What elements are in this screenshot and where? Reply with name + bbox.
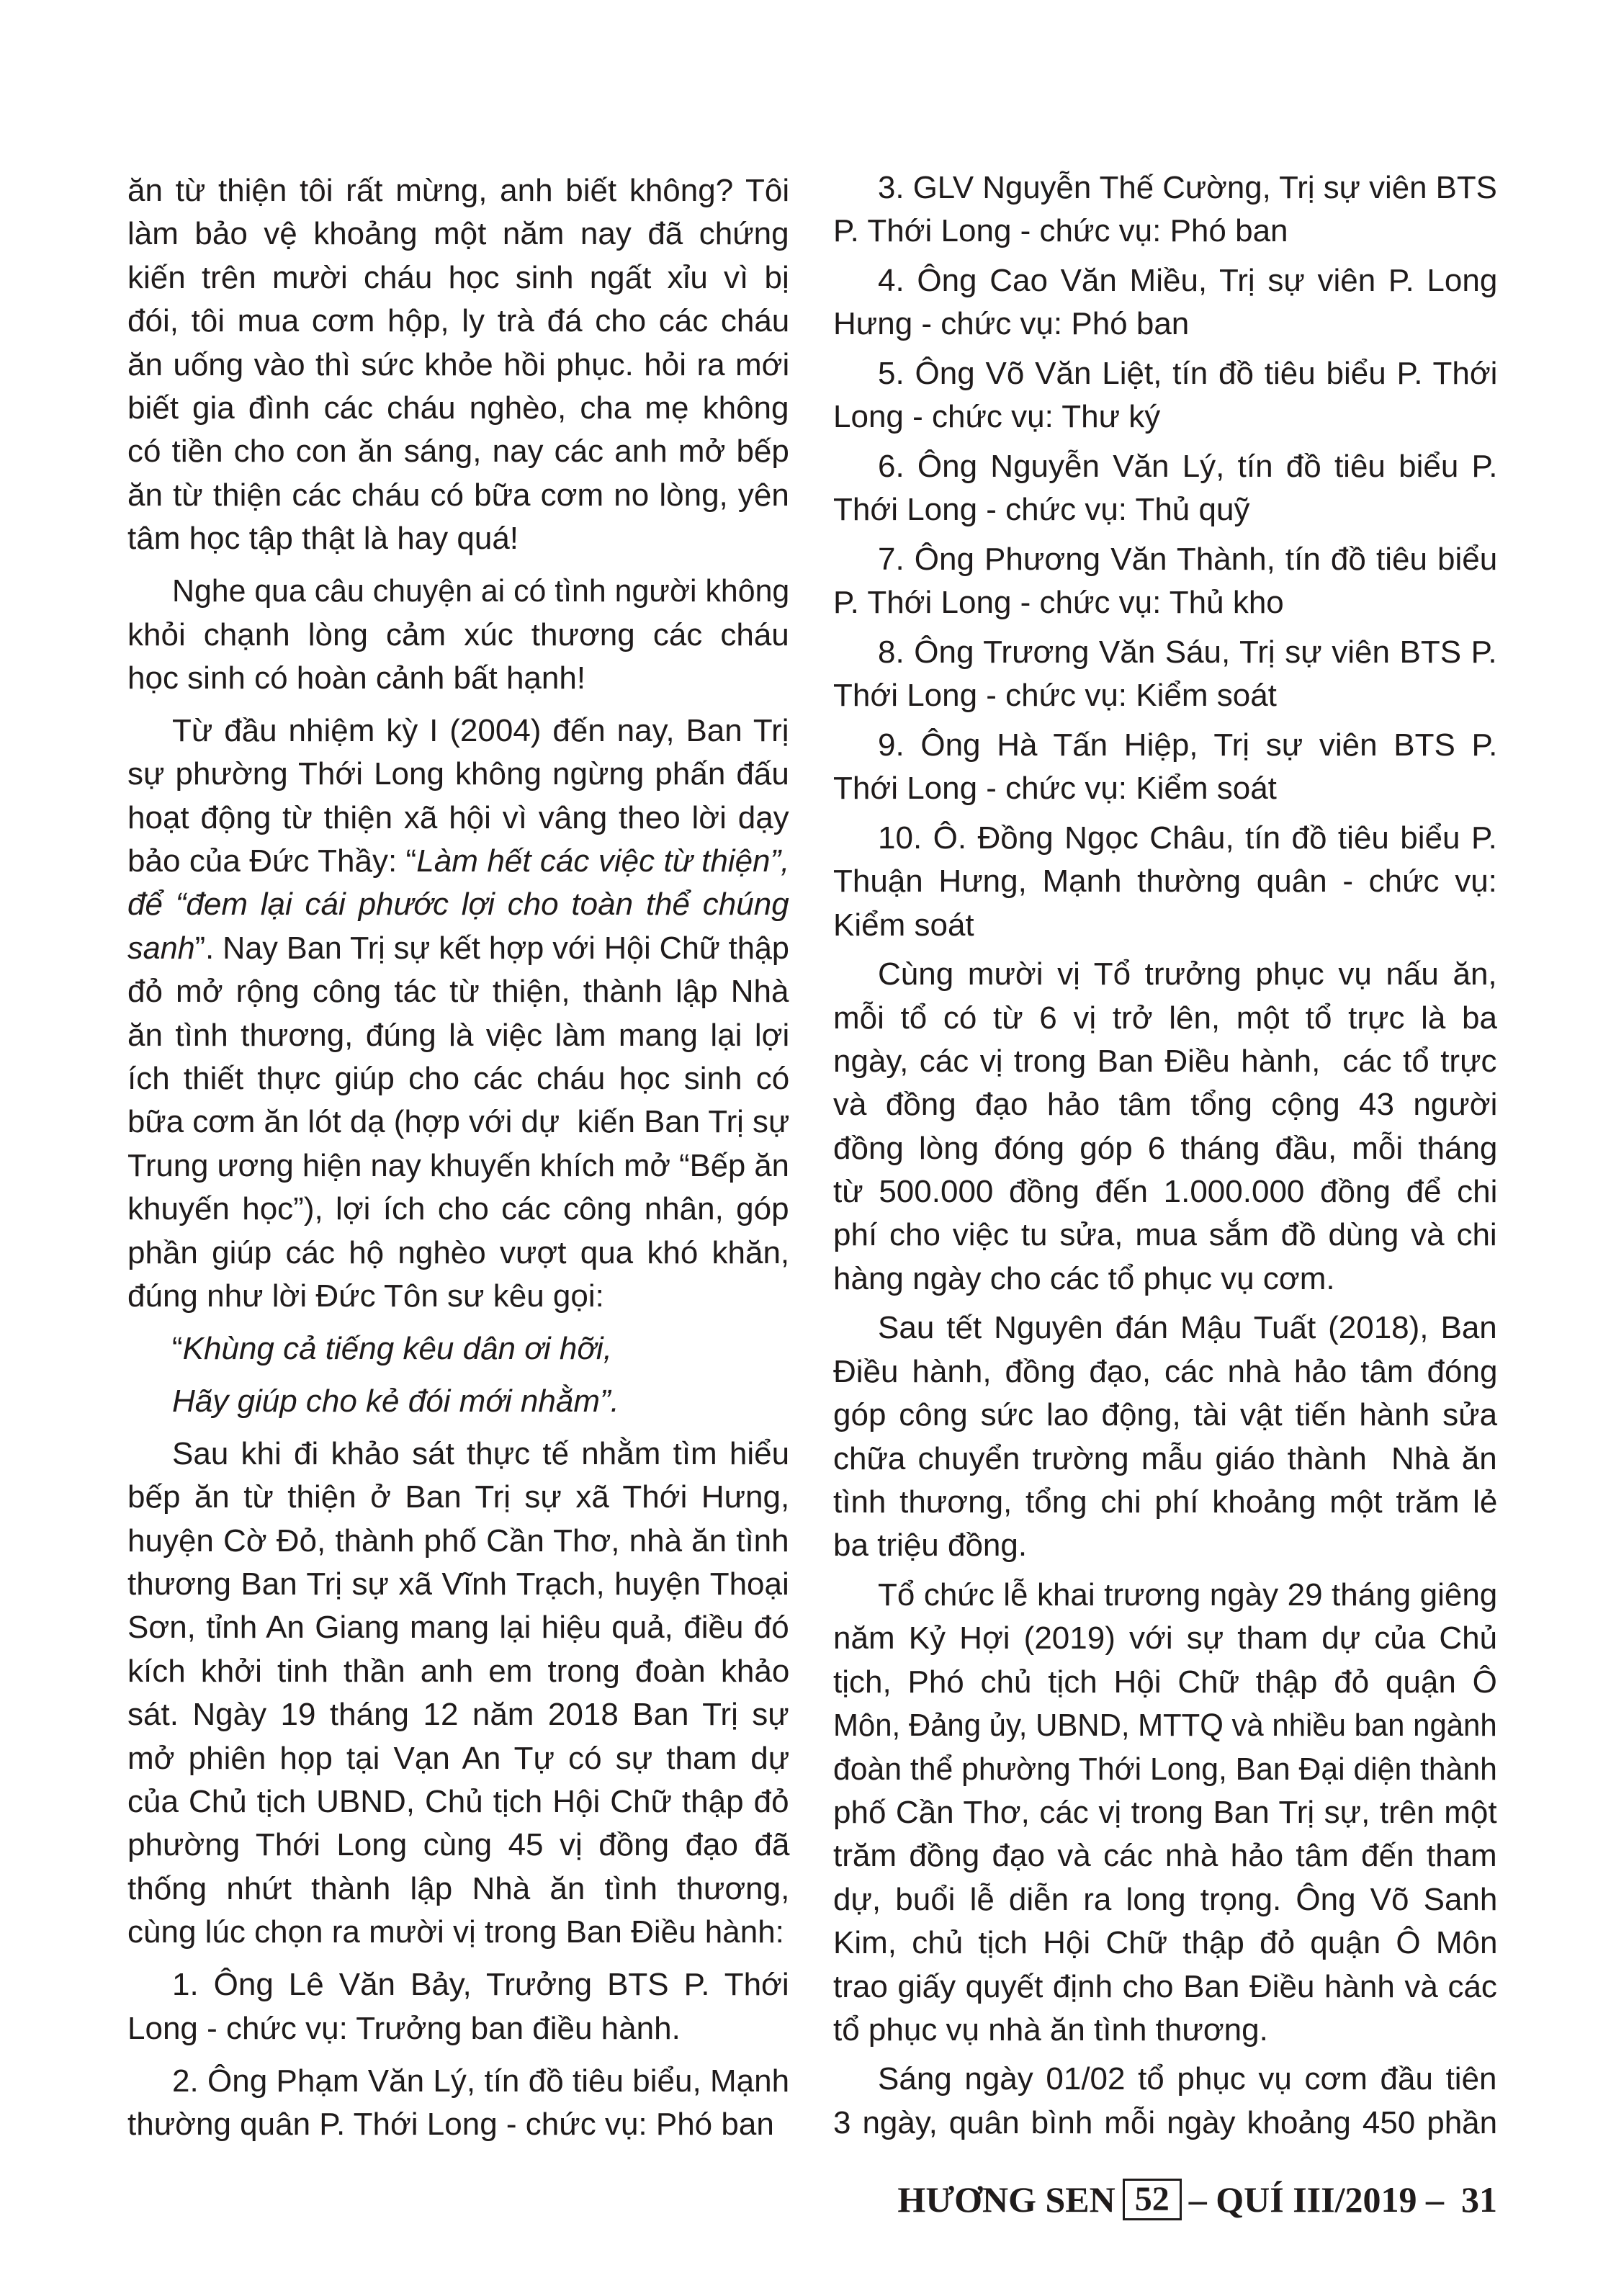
line-text: biết gia đình các cháu nghèo, cha mẹ không <box>127 390 789 426</box>
line-text: khỏi chạnh lòng cảm xúc thương các cháu <box>127 616 789 653</box>
line-text: 6. Ông Nguyễn Văn Lý, tín đồ tiêu biểu P. <box>878 448 1498 484</box>
text-line <box>833 210 1497 253</box>
line-text <box>172 1380 619 1423</box>
line-text: sát. Ngày 19 tháng 12 năm 2018 Ban Trị sự <box>127 1697 789 1733</box>
line-text: 4. Ông Cao Văn Miều, Trị sự viên P. Long <box>878 262 1498 298</box>
line-text: Cùng mười vị Tổ trưởng phục vụ nấu ăn, <box>878 956 1497 992</box>
text-line <box>127 709 789 753</box>
line-text: 3 ngày, quân bình mỗi ngày khoảng 450 phần <box>833 2104 1498 2140</box>
text-line <box>833 302 1497 346</box>
paragraph <box>833 724 1497 811</box>
line-text: Thới Long - chức vụ: Thủ quỹ <box>833 492 1250 528</box>
text-line <box>833 352 1497 395</box>
line-text: bếp ăn từ thiện ở Ban Trị sự xã Thới Hưng, <box>127 1479 790 1515</box>
line-text: Kim, chủ tịch Hội Chữ thập đỏ quận Ô Môn <box>833 1925 1498 1961</box>
text-line <box>833 2102 1497 2145</box>
text-line <box>833 1748 1497 1791</box>
text-line <box>833 1083 1497 1126</box>
text-line <box>127 570 789 613</box>
line-text: tâm học tập thật là hay quá! <box>127 521 519 557</box>
text-line <box>127 840 789 883</box>
line-text: có tiền cho con ăn sáng, nay các anh mở bếp <box>127 434 789 470</box>
line-text: ăn từ thiện các cháu có bữa cơm no lòng, yên <box>127 477 789 513</box>
line-text: 9. Ông Hà Tấn Hiệp, Trị sự viên BTS P. <box>878 727 1498 763</box>
text-line <box>833 1524 1497 1567</box>
line-text: phường Thới Long cùng 45 vị đồng đạo đã <box>127 1827 790 1863</box>
text-line <box>833 445 1497 488</box>
line-text: và đồng đạo hảo tâm tổng cộng 43 người <box>833 1087 1498 1123</box>
text-line <box>127 1963 789 2006</box>
line-text: Trung ương hiện nay khuyến khích mở “Bếp ăn <box>127 1147 789 1183</box>
magazine-title: HƯƠNG SEN <box>897 2179 1116 2220</box>
text-line <box>127 1911 789 1954</box>
paragraph <box>127 709 789 1318</box>
italic-text: để “đem lại cái phước lợi cho toàn thể chúng <box>127 887 789 923</box>
text-line <box>833 395 1497 439</box>
text-line <box>127 1188 789 1231</box>
text-line <box>127 753 789 796</box>
line-text <box>172 1327 612 1371</box>
line-text: Sáng ngày 01/02 tổ phục vụ cơm đầu tiên <box>878 2061 1497 2097</box>
text-line <box>127 517 789 560</box>
line-text: 2. Ông Phạm Văn Lý, tín đồ tiêu biểu, Mạnh <box>172 2063 790 2099</box>
line-text: tình thương, tổng chi phí khoảng một trăm lẻ <box>833 1484 1498 1520</box>
line-text: của Chủ tịch UBND, Chủ tịch Hội Chữ thập đỏ <box>127 1784 789 1820</box>
line-text: mỗi tổ có từ 6 vị trở lên, một tổ trực là ba <box>833 1000 1497 1036</box>
line-text: Kiểm soát <box>833 907 974 943</box>
text-line <box>127 1780 789 1824</box>
paragraph <box>127 1380 789 1423</box>
paragraph <box>127 570 789 700</box>
line-text: kiến trên mười cháu học sinh ngất xỉu vì bị <box>127 259 789 295</box>
line-text: Thuận Hưng, Mạnh thường quân - chức vụ: <box>833 864 1497 900</box>
line-text: kích khởi tinh thần anh em trong đoàn khảo <box>127 1653 790 1689</box>
line-text: làm bảo vệ khoảng một năm nay đã chứng <box>127 216 789 252</box>
paragraph <box>127 2060 789 2147</box>
text-line <box>833 997 1497 1040</box>
line-text: ăn từ thiện tôi rất mừng, anh biết không? Tôi <box>127 173 790 208</box>
text-line <box>833 1350 1497 1394</box>
italic-text: Hãy giúp cho kẻ đói mới nhằm”. <box>172 1383 619 1419</box>
line-text: Từ đầu nhiệm kỳ I (2004) đến nay, Ban Trị <box>172 712 789 748</box>
paragraph <box>127 1963 789 2050</box>
text-line <box>127 169 789 212</box>
line-text: sự phường Thới Long không ngừng phấn đấu <box>127 756 789 792</box>
line-text <box>127 927 789 970</box>
line-text: thương Ban Trị sự xã Vĩnh Trạch, huyện Thoại <box>127 1566 789 1602</box>
text-line <box>833 1921 1497 1965</box>
line-text: huyện Cờ Đỏ, thành phố Cần Thơ, nhà ăn tình <box>127 1523 789 1559</box>
text-line <box>127 256 789 300</box>
text-line <box>833 2009 1497 2052</box>
paragraph <box>833 631 1497 718</box>
paragraph <box>833 2058 1497 2145</box>
text-line <box>833 1040 1497 1083</box>
line-text: ích thiết thực giúp cho các cháu học sinh có <box>127 1061 790 1096</box>
text-line <box>833 1617 1497 1660</box>
text-line <box>833 1438 1497 1481</box>
text-line <box>833 1878 1497 1921</box>
page-number: 31 <box>1461 2179 1497 2220</box>
line-text: thống nhứt thành lập Nhà ăn tình thương, <box>127 1870 790 1906</box>
text-line <box>127 2103 789 2146</box>
text-line <box>127 344 789 387</box>
line-text: phần giúp các hộ nghèo vượt qua khó khăn, <box>127 1234 790 1270</box>
text-line <box>127 300 789 343</box>
line-text: 1. Ông Lê Văn Bảy, Trưởng BTS P. Thới <box>172 1967 789 2003</box>
line-text: đồng lòng đóng góp 6 tháng đầu, mỗi tháng <box>833 1130 1498 1166</box>
paragraph <box>127 1432 789 1955</box>
paragraph <box>833 352 1497 439</box>
line-text: hàng ngày cho các tổ phục vụ cơm. <box>833 1260 1335 1296</box>
text-segment: bảo của Đức Thầy: “ <box>127 843 417 879</box>
line-text: phố Cần Thơ, các vị trong Ban Trị sự, trên một <box>833 1794 1497 1830</box>
text-line <box>833 904 1497 947</box>
text-line <box>833 581 1497 624</box>
text-line <box>833 259 1497 302</box>
paragraph <box>833 538 1497 625</box>
line-text: 8. Ông Trương Văn Sáu, Trị sự viên BTS P. <box>878 634 1497 670</box>
text-line <box>833 1306 1497 1350</box>
line-text: Tổ chức lễ khai trương ngày 29 tháng giêng <box>878 1577 1498 1613</box>
line-text: năm Kỷ Hợi (2019) với sự tham dự của Chủ <box>833 1620 1498 1656</box>
paragraph <box>127 169 789 561</box>
text-line <box>833 1214 1497 1257</box>
line-text: Hưng - chức vụ: Phó ban <box>833 306 1190 342</box>
paragraph <box>833 1574 1497 2052</box>
text-line <box>833 1574 1497 1617</box>
text-segment: “ <box>172 1330 183 1366</box>
text-line <box>127 1327 789 1371</box>
text-line <box>127 1476 789 1519</box>
line-text: Nghe qua câu chuyện ai có tình người không <box>172 573 790 609</box>
line-text: Sơn, tỉnh An Giang mang lại hiệu quả, điều đó <box>127 1610 789 1646</box>
line-text: mở phiên họp tại Vạn An Tự có sự tham dự <box>127 1740 790 1776</box>
paragraph <box>833 259 1497 346</box>
text-line <box>127 1520 789 1563</box>
line-text: Sau khi đi khảo sát thực tế nhằm tìm hiểu <box>172 1435 790 1471</box>
text-line <box>833 1127 1497 1170</box>
text-line <box>833 488 1497 532</box>
text-line <box>127 1432 789 1476</box>
line-text: ba triệu đồng. <box>833 1528 1028 1564</box>
column-right <box>833 166 1497 2145</box>
line-text: đói, tôi mua cơm hộp, ly trà đá cho các cháu <box>127 303 790 339</box>
paragraph <box>833 817 1497 947</box>
text-line <box>127 430 789 473</box>
line-text: Sau tết Nguyên đán Mậu Tuất (2018), Ban <box>878 1310 1497 1346</box>
line-text: 7. Ông Phương Văn Thành, tín đồ tiêu biểu <box>878 541 1498 577</box>
line-text: chữa chuyển trường mẫu giáo thành Nhà ăn <box>833 1440 1497 1476</box>
line-text: P. Thới Long - chức vụ: Phó ban <box>833 213 1288 249</box>
text-line <box>833 1791 1497 1834</box>
line-text: hoạt động từ thiện xã hội vì vâng theo lời dạy <box>127 799 789 835</box>
text-line <box>127 1650 789 1693</box>
line-text: Môn, Đảng ủy, UBND, MTTQ và nhiều ban ngành <box>833 1708 1497 1744</box>
italic-text: Làm hết các việc từ thiện”, <box>416 843 790 879</box>
text-line <box>127 657 789 700</box>
text-line <box>833 860 1497 903</box>
text-line <box>833 724 1497 767</box>
line-text: thường quân P. Thới Long - chức vụ: Phó ban <box>127 2106 774 2142</box>
paragraph <box>833 445 1497 532</box>
text-line <box>833 2058 1497 2101</box>
text-line <box>127 970 789 1013</box>
text-line <box>833 166 1497 210</box>
issue-period: – QUÍ III/2019 – <box>1188 2179 1444 2220</box>
line-text: Điều hành, đồng đạo, các nhà hảo tâm đóng <box>833 1353 1498 1389</box>
line-text: cùng lúc chọn ra mười vị trong Ban Điều hành: <box>127 1914 784 1950</box>
text-line <box>127 1232 789 1275</box>
text-line <box>127 1100 789 1144</box>
text-line <box>127 1824 789 1867</box>
line-text: từ 500.000 đồng đến 1.000.000 đồng để chi <box>833 1174 1498 1210</box>
issue-number: 52 <box>1123 2179 1182 2220</box>
line-text <box>127 883 789 926</box>
line-text: học sinh có hoàn cảnh bất hạnh! <box>127 660 586 696</box>
text-line <box>127 1057 789 1100</box>
paragraph <box>127 1327 789 1371</box>
line-text: bữa cơm ăn lót dạ (hợp với dự kiến Ban Trị sự <box>127 1104 790 1140</box>
text-line <box>833 1170 1497 1214</box>
line-text: đúng như lời Đức Tôn sư kêu gọi: <box>127 1278 604 1314</box>
text-line <box>833 1394 1497 1437</box>
text-line <box>127 1014 789 1057</box>
text-line <box>127 1144 789 1188</box>
text-line <box>127 1606 789 1649</box>
text-line <box>127 474 789 517</box>
text-segment: ”. Nay Ban Trị sự kết hợp với Hội Chữ thập <box>194 930 789 966</box>
text-line <box>833 953 1497 996</box>
text-line <box>833 631 1497 674</box>
line-text: ăn uống vào thì sức khỏe hồi phục. hỏi ra mới <box>127 346 790 382</box>
text-line <box>833 1965 1497 2009</box>
line-text: Long - chức vụ: Trưởng ban điều hành. <box>127 2010 681 2046</box>
line-text: khuyến học”), lợi ích cho các công nhân, góp <box>127 1191 789 1227</box>
line-text: ăn tình thương, đúng là việc làm mang lại lợi <box>127 1017 790 1053</box>
text-line <box>127 1867 789 1911</box>
line-text: góp công sức lao động, tài vật tiến hành sửa <box>833 1397 1498 1433</box>
line-text: trăm đồng đạo và các nhà hảo tâm đến tham <box>833 1838 1497 1874</box>
line-text: tịch, Phó chủ tịch Hội Chữ thập đỏ quận Ô <box>833 1664 1497 1700</box>
text-line <box>127 1380 789 1423</box>
column-left <box>127 169 789 2146</box>
line-text: trao giấy quyết định cho Ban Điều hành và các <box>833 1968 1497 2004</box>
line-text: ngày, các vị trong Ban Điều hành, các tổ trực <box>833 1043 1497 1079</box>
text-line <box>127 797 789 840</box>
line-text: Thới Long - chức vụ: Kiểm soát <box>833 678 1277 714</box>
line-text: đoàn thể phường Thới Long, Ban Đại diện thành <box>833 1751 1497 1787</box>
line-text: 5. Ông Võ Văn Liệt, tín đồ tiêu biểu P. Thới <box>878 355 1498 391</box>
italic-text: sanh <box>127 930 195 966</box>
line-text: 10. Ô. Đồng Ngọc Châu, tín đồ tiêu biểu P. <box>878 820 1497 856</box>
text-line <box>127 2007 789 2050</box>
footer <box>897 2178 1497 2221</box>
text-line <box>127 1693 789 1736</box>
text-line <box>127 2060 789 2103</box>
text-line <box>833 1481 1497 1524</box>
text-line <box>833 674 1497 717</box>
text-line <box>833 538 1497 581</box>
text-line <box>127 387 789 430</box>
line-text: 3. GLV Nguyễn Thế Cường, Trị sự viên BTS <box>878 170 1497 205</box>
text-line <box>127 1563 789 1606</box>
italic-text: Khùng cả tiếng kêu dân ơi hỡi, <box>182 1330 612 1366</box>
line-text: P. Thới Long - chức vụ: Thủ kho <box>833 585 1284 621</box>
paragraph <box>833 166 1497 254</box>
text-line <box>833 1704 1497 1747</box>
text-line <box>127 212 789 256</box>
line-text: dự, buổi lễ diễn ra long trọng. Ông Võ Sanh <box>833 1881 1498 1917</box>
text-line <box>127 1737 789 1780</box>
paragraph <box>833 953 1497 1301</box>
text-line <box>833 767 1497 810</box>
text-line <box>833 1661 1497 1704</box>
line-text: Long - chức vụ: Thư ký <box>833 399 1161 435</box>
line-text: tổ phục vụ nhà ăn tình thương. <box>833 2012 1268 2048</box>
line-text: đỏ mở rộng công tác từ thiện, thành lập Nhà <box>127 974 789 1010</box>
text-line <box>127 927 789 970</box>
text-line <box>127 614 789 657</box>
paragraph <box>833 1306 1497 1567</box>
line-text: phí cho việc tu sửa, mua sắm đồ dùng và chi <box>833 1217 1497 1253</box>
text-line <box>833 817 1497 860</box>
line-text: Thới Long - chức vụ: Kiểm soát <box>833 771 1277 807</box>
text-line <box>127 1275 789 1318</box>
line-text <box>127 840 789 883</box>
text-line <box>833 1834 1497 1878</box>
text-line <box>833 1257 1497 1301</box>
text-line <box>127 883 789 926</box>
